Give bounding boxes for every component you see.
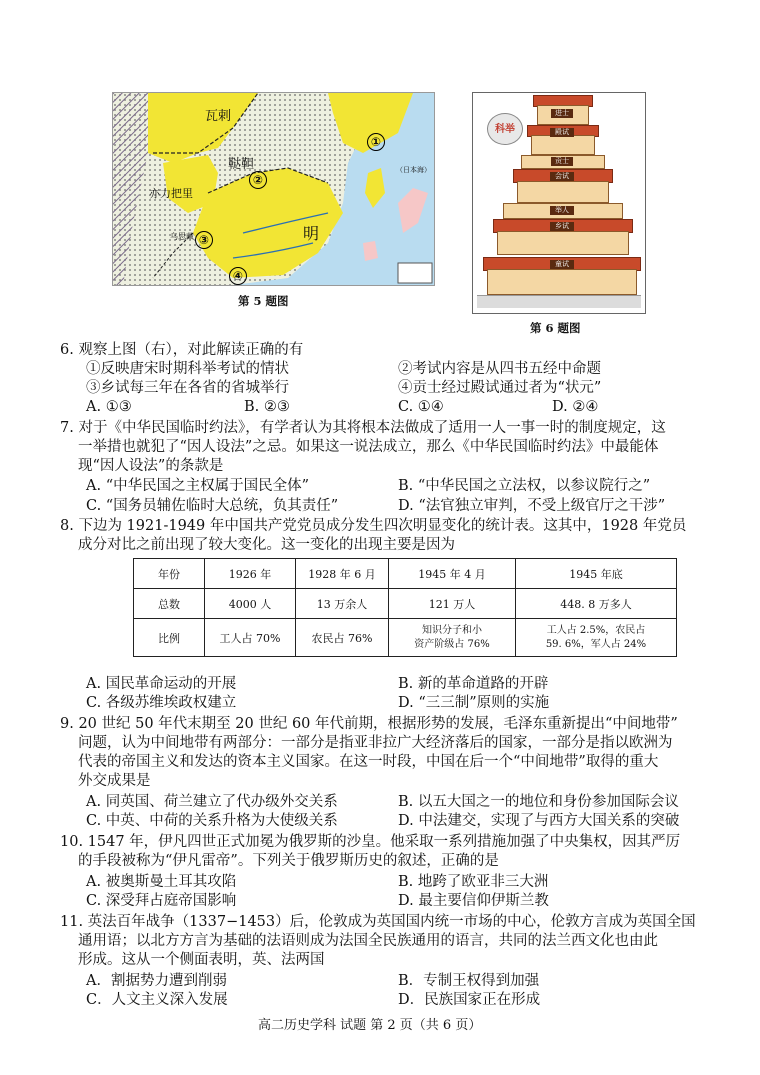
map-marker-1: ① (367, 133, 385, 151)
q7-line-3: 现“因人设法”的条款是 (78, 458, 224, 474)
table-cell-line: 知识分子和小 (422, 624, 482, 636)
sign-huishi: 会试 (550, 172, 574, 181)
membership-table (133, 558, 677, 657)
map-marker-4: ④ (229, 267, 247, 285)
map-label-wusizang: 乌思藏 (170, 232, 194, 241)
q10-option-b: B. 地跨了欧亚非三大洲 (398, 874, 549, 890)
table-cell: 比例 (134, 619, 205, 657)
q6-item-4: ④贡士经过殿试通过者为“状元” (398, 380, 602, 396)
map-marker-3: ③ (195, 231, 213, 249)
q10-line-1: 10. 1547 年，伊凡四世正式加冕为俄罗斯的沙皇。他采取一系列措施加强了中央集权，因其严厉 (60, 834, 681, 850)
q11-line-1: 11. 英法百年战争（1337−1453）后，伦敦成为英国国内统一市场的中心，伦敦方言成为英国全国 (60, 914, 696, 930)
table-cell: 农民占 76% (296, 619, 389, 657)
q11-option-a: A．割据势力遭到削弱 (86, 973, 227, 989)
figure-6-caption: 第 6 题图 (530, 321, 581, 335)
q6-option-c: C. ①④ (398, 399, 444, 415)
sign-jinshi: 进士 (551, 109, 573, 118)
q7-line-1: 7. 对于《中华民国临时约法》，有学者认为其将根本法做成了适用一人一事一时的制度规定，这 (60, 420, 666, 436)
table-cell: 1928 年 6 月 (296, 559, 389, 589)
table-cell-line: 工人占 2.5%，农民占 (546, 624, 646, 636)
q11-option-c: C．人文主义深入发展 (86, 992, 228, 1008)
q9-option-b: B. 以五大国之一的地位和身份参加国际会议 (398, 794, 679, 810)
table-cell: 1945 年 4 月 (389, 559, 516, 589)
q9-line-4: 外交成果是 (78, 773, 151, 789)
table-cell: 4000 人 (205, 589, 296, 619)
table-cell (389, 619, 516, 657)
q9-option-d: D. 中法建交，实现了与西方大国关系的突破 (398, 813, 680, 829)
q6-item-3: ③乡试每三年在各省的省城举行 (86, 380, 289, 396)
q9-option-a: A. 同英国、荷兰建立了代办级外交关系 (86, 794, 338, 810)
map-figure (112, 92, 435, 286)
q7-option-c: C. “国务员辅佐临时大总统，负其责任” (86, 498, 339, 514)
sign-dianshi: 殿试 (550, 128, 574, 137)
q6-stem: 6. 观察上图（右），对此解读正确的有 (60, 342, 304, 358)
q10-option-a: A. 被奥斯曼土耳其攻陷 (86, 874, 237, 890)
q9-line-1: 9. 20 世纪 50 年代末期至 20 世纪 60 年代前期，根据形势的发展，毛泽东重新提出“中间地带” (60, 716, 678, 732)
q7-line-2: 一举措也就犯了“因人设法”之忌。如果这一说法成立，那么《中华民国临时约法》中最能体 (78, 439, 659, 455)
q6-item-1: ①反映唐宋时期科举考试的情状 (86, 361, 289, 377)
q11-line-2: 通用语；以北方方言为基础的法语则成为法国全民族通用的语言，共同的法兰西文化也由此 (78, 933, 658, 949)
table-row-total (134, 589, 677, 619)
map-label-chilibali: 亦力把里 (149, 187, 193, 200)
q8-option-c: C. 各级苏维埃政权建立 (86, 695, 237, 711)
table-cell: 年份 (134, 559, 205, 589)
q10-option-d: D. 最主要信仰伊斯兰教 (398, 893, 549, 909)
keju-badge-label: 科举 (495, 124, 515, 135)
q6-item-2: ②考试内容是从四书五经中命题 (398, 361, 601, 377)
table-cell-line: 资产阶级占 76% (414, 638, 490, 650)
q6-option-d: D. ②④ (552, 399, 599, 415)
table-cell: 448. 8 万多人 (516, 589, 677, 619)
map-label-dada: 鞑靼 (228, 157, 255, 172)
page-footer: 高二历史学科 试题 第 2 页（共 6 页） (258, 1018, 482, 1033)
exam-pyramid-figure (472, 92, 646, 314)
q8-option-a: A. 国民革命运动的开展 (86, 676, 237, 692)
table-cell: 工人占 70% (205, 619, 296, 657)
map-label-japan-sea: （日本海） (396, 166, 431, 174)
table-cell (516, 619, 677, 657)
q10-line-2: 的手段被称为“伊凡雷帝”。下列关于俄罗斯历史的叙述，正确的是 (78, 853, 499, 869)
table-cell: 1945 年底 (516, 559, 677, 589)
q8-option-d: D. “三三制”原则的实施 (398, 695, 550, 711)
q8-line-2: 成分对比之前出现了较大变化。这一变化的出现主要是因为 (78, 537, 455, 553)
q8-line-1: 8. 下边为 1921-1949 年中国共产党党员成分发生四次明显变化的统计表。这其中，1928 年党员 (60, 518, 687, 534)
table-row-ratio (134, 619, 677, 657)
sign-gongshi: 贡士 (551, 157, 573, 166)
q8-option-b: B. 新的革命道路的开辟 (398, 676, 549, 692)
map-marker-2: ② (249, 171, 267, 189)
table-cell: 总数 (134, 589, 205, 619)
keju-badge (487, 113, 523, 145)
q9-option-c: C. 中英、中荷的关系升格为大使级关系 (86, 813, 338, 829)
sign-juren: 举人 (550, 206, 574, 215)
table-cell: 121 万人 (389, 589, 516, 619)
q7-option-d: D. “法官独立审判，不受上级官厅之干涉” (398, 498, 666, 514)
sign-tongshi: 童试 (550, 260, 574, 269)
table-row-header (134, 559, 677, 589)
table-cell: 1926 年 (205, 559, 296, 589)
q11-option-b: B．专制王权得到加强 (398, 973, 540, 989)
q10-option-c: C. 深受拜占庭帝国影响 (86, 893, 237, 909)
q11-option-d: D．民族国家正在形成 (398, 992, 541, 1008)
table-cell: 13 万余人 (296, 589, 389, 619)
table-cell-line: 59. 6%，军人占 24% (545, 638, 647, 650)
q9-line-3: 代表的帝国主义和发达的资本主义国家。在这一时段，中国在后一个“中间地带”取得的重大 (78, 754, 659, 770)
map-label-wala: 瓦剌 (205, 109, 232, 124)
q7-option-b: B. “中华民国之立法权，以参议院行之” (398, 478, 651, 494)
map-label-ming: 明 (303, 224, 320, 243)
q11-line-3: 形成。这从一个侧面表明，英、法两国 (78, 952, 325, 968)
q6-option-b: B. ②③ (244, 399, 290, 415)
q6-option-a: A. ①③ (86, 399, 132, 415)
sign-xiangshi: 乡试 (550, 222, 574, 231)
figure-5-caption: 第 5 题图 (238, 294, 289, 308)
q7-option-a: A. “中华民国之主权属于国民全体” (86, 478, 310, 494)
q9-line-2: 问题，认为中间地带有两部分：一部分是指亚非拉广大经济落后的国家，一部分是指以欧洲为 (78, 735, 673, 751)
